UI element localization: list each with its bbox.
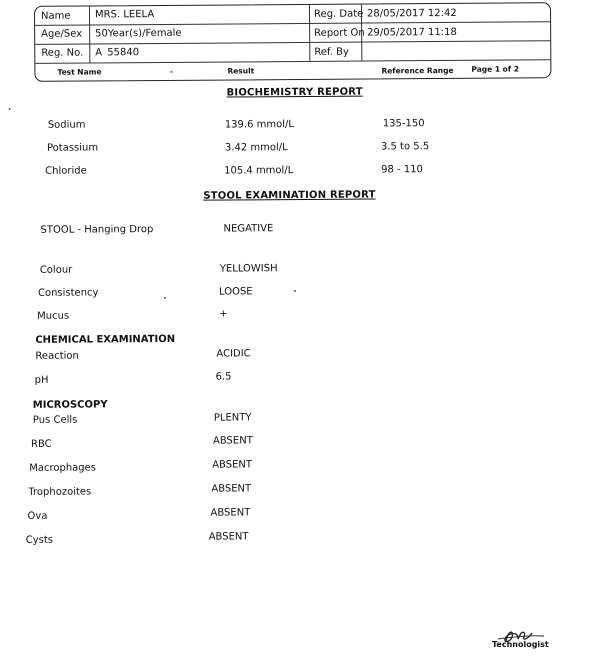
reg-date-value: 28/05/2017 12:42: [366, 7, 457, 20]
test-macrophages: Macrophages: [29, 462, 97, 474]
result-mucus: +: [219, 308, 228, 320]
test-chloride: Chloride: [45, 165, 87, 177]
scan-speck: [170, 71, 172, 73]
test-ph: pH: [34, 374, 49, 386]
test-cysts: Cysts: [25, 534, 53, 546]
result-sodium: 139.6 mmol/L: [224, 119, 294, 131]
name-label: Name: [40, 10, 71, 22]
age-sex-value: 50Year(s)/Female: [95, 27, 182, 40]
result-colour: YELLOWISH: [219, 263, 278, 275]
result-trophozoites: ABSENT: [211, 483, 252, 495]
result-cysts: ABSENT: [208, 531, 249, 543]
test-pus-cells: Pus Cells: [32, 414, 78, 426]
result-potassium: 3.42 mmol/L: [224, 142, 288, 154]
result-ph: 6.5: [215, 371, 232, 383]
result-rbc: ABSENT: [212, 435, 253, 447]
result-reaction: ACIDIC: [216, 348, 251, 360]
test-sodium: Sodium: [47, 119, 86, 131]
result-hanging-drop: NEGATIVE: [223, 223, 274, 235]
result-pus-cells: PLENTY: [213, 412, 252, 424]
header-divider: [35, 59, 550, 64]
reg-no-value: 55840: [107, 47, 140, 59]
header-divider: [89, 6, 90, 62]
header-divider: [35, 21, 550, 26]
test-rbc: RBC: [30, 438, 52, 450]
range-potassium: 3.5 to 5.5: [380, 141, 430, 153]
range-sodium: 135-150: [382, 118, 425, 130]
result-ova: ABSENT: [210, 507, 251, 519]
header-divider: [35, 40, 550, 45]
header-divider: [309, 5, 310, 61]
range-chloride: 98 - 110: [381, 164, 423, 176]
scan-speck: [294, 290, 296, 292]
signature-stroke: [498, 636, 544, 639]
report-on-label: Report On: [314, 27, 365, 39]
microscopy-title: MICROSCOPY: [32, 399, 108, 411]
col-reference-range: Reference Range: [381, 65, 454, 76]
biochemistry-title: BIOCHEMISTRY REPORT: [226, 86, 363, 99]
chemical-examination-title: CHEMICAL EXAMINATION: [35, 333, 176, 346]
test-potassium: Potassium: [46, 142, 99, 154]
stool-title: STOOL EXAMINATION REPORT: [203, 189, 376, 202]
ref-by-label: Ref. By: [314, 46, 349, 58]
scan-speck: [9, 108, 11, 110]
patient-name: MRS. LEELA: [94, 9, 155, 21]
age-sex-label: Age/Sex: [41, 28, 83, 40]
test-ova: Ova: [27, 510, 48, 522]
test-trophozoites: Trophozoites: [28, 486, 92, 498]
col-test-name: Test Name: [57, 67, 102, 77]
test-colour: Colour: [39, 264, 73, 276]
scan-speck: [164, 297, 166, 299]
result-macrophages: ABSENT: [212, 459, 252, 471]
patient-header: [34, 2, 552, 82]
reg-date-label: Reg. Date: [313, 8, 364, 20]
test-consistency: Consistency: [37, 287, 99, 299]
test-hanging-drop: STOOL - Hanging Drop: [40, 224, 154, 236]
result-consistency: LOOSE: [218, 286, 253, 298]
reg-no-label: Reg. No.: [41, 47, 84, 59]
reg-no-prefix: A: [95, 47, 103, 59]
test-reaction: Reaction: [35, 350, 79, 362]
report-on-value: 29/05/2017 11:18: [367, 26, 457, 39]
col-result: Result: [227, 66, 255, 76]
page-number: Page 1 of 2: [471, 64, 519, 74]
result-chloride: 105.4 mmol/L: [224, 165, 294, 177]
technologist-label: Technologist: [492, 640, 549, 649]
test-mucus: Mucus: [37, 310, 70, 322]
